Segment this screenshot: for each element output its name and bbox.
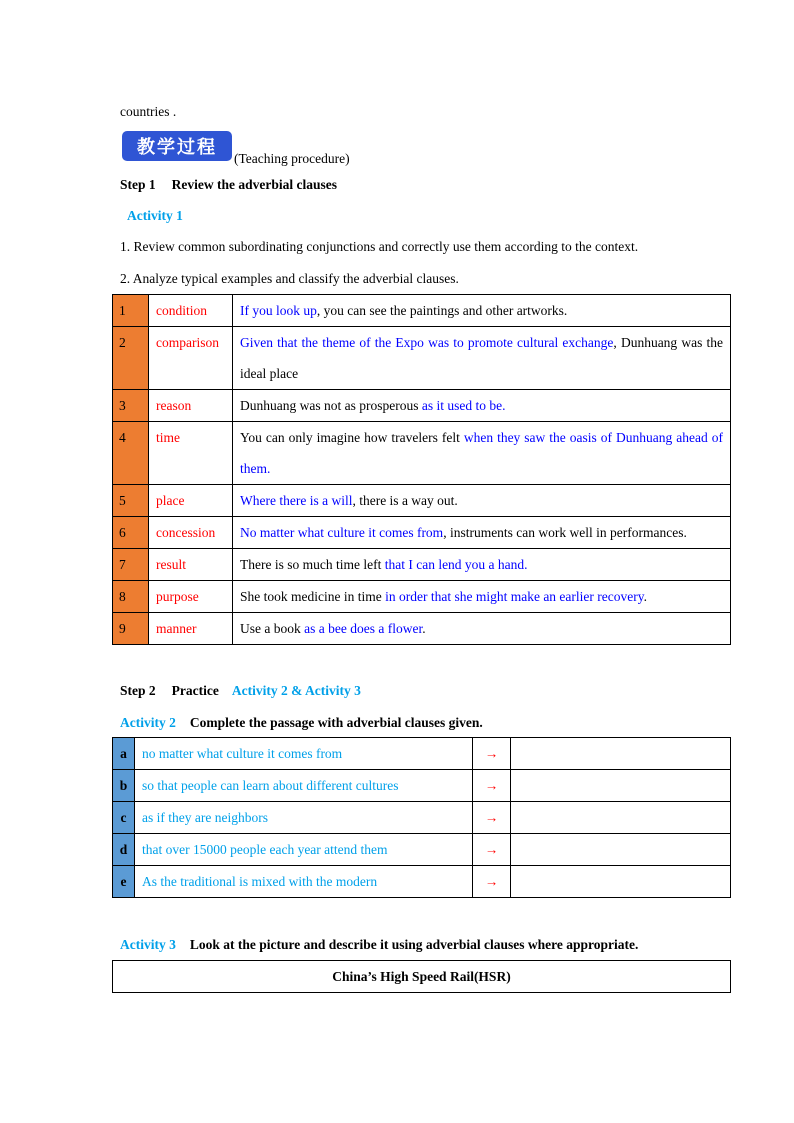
option-clause: As the traditional is mixed with the modern [135,866,473,898]
clause-example [233,613,731,645]
adverbial-clause: Where there is a will [240,493,353,508]
clause-number: 6 [113,517,149,549]
clause-example [233,422,731,485]
answer-blank[interactable] [511,770,731,802]
main-clause: . [422,621,426,636]
option-letter: b [113,770,135,802]
main-clause: She took medicine in time [240,589,386,604]
clause-number: 4 [113,422,149,485]
adverbial-clause: If you look up [240,303,317,318]
adverbial-clause: that I can lend you a hand. [384,557,528,572]
hsr-title: China’s High Speed Rail(HSR) [113,961,731,993]
main-clause: Dunhuang was not as prosperous [240,398,422,413]
option-clause: so that people can learn about different cultures [135,770,473,802]
option-row [113,866,731,898]
answer-blank[interactable] [511,802,731,834]
option-clause: that over 15000 people each year attend them [135,834,473,866]
clause-type: condition [149,295,233,327]
clause-type: purpose [149,581,233,613]
clause-row [113,517,731,549]
clause-number: 3 [113,390,149,422]
answer-blank[interactable] [511,834,731,866]
activity2-label: Activity 2 [120,715,176,730]
step2-title: Practice [171,683,219,698]
activity3-heading [120,937,638,953]
clause-example [233,581,731,613]
clause-example [233,485,731,517]
clause-type: result [149,549,233,581]
clause-number: 8 [113,581,149,613]
clause-row [113,390,731,422]
option-letter: c [113,802,135,834]
point-1: 1. Review common subordinating conjunctions and correctly use them according to the context. [120,239,639,254]
badge-caption: (Teaching procedure) [234,151,350,166]
clause-number: 9 [113,613,149,645]
adverbial-clause: Given that the theme of the Expo was to promote cultural exchange [240,335,614,350]
clause-example [233,549,731,581]
arrow-icon: → [473,738,511,770]
activity2-heading [120,715,483,731]
answer-blank[interactable] [511,738,731,770]
activity3-label: Activity 3 [120,937,176,952]
adverbial-clause: when they saw the oasis of Dunhuang ahead of them. [240,430,723,476]
answer-blank[interactable] [511,866,731,898]
arrow-icon: → [473,802,511,834]
clause-row [113,422,731,485]
clause-number: 5 [113,485,149,517]
arrow-icon: → [473,866,511,898]
clause-type: reason [149,390,233,422]
adverbial-clause: in order that she might make an earlier recovery [385,589,644,604]
clause-number: 2 [113,327,149,390]
activity1-label: Activity 1 [127,208,183,223]
main-clause: There is so much time left [240,557,385,572]
clause-row [113,581,731,613]
clause-example [233,295,731,327]
step2-label: Step 2 [120,683,156,698]
arrow-icon: → [473,770,511,802]
adverbial-clause: as it used to be. [421,398,506,413]
clause-example [233,390,731,422]
activity3-instruction: Look at the picture and describe it using adverbial clauses where appropriate. [189,937,639,952]
clause-row [113,485,731,517]
step1-label: Step 1 [120,177,156,192]
teaching-procedure-badge: 教学过程 [122,131,232,161]
option-row [113,770,731,802]
clause-type: comparison [149,327,233,390]
main-clause: . [643,589,647,604]
step2-heading [120,683,361,699]
arrow-icon: → [473,834,511,866]
adverbial-clause: as a bee does a flower [304,621,423,636]
option-clause: as if they are neighbors [135,802,473,834]
option-row [113,802,731,834]
option-letter: a [113,738,135,770]
step1-heading [120,177,337,193]
clause-row [113,549,731,581]
clause-type: manner [149,613,233,645]
hsr-table [112,960,731,993]
clause-type: concession [149,517,233,549]
intro-text: countries . [120,104,177,119]
main-clause: , you can see the paintings and other artworks. [316,303,568,318]
clause-example [233,517,731,549]
main-clause: , there is a way out. [352,493,458,508]
option-clause: no matter what culture it comes from [135,738,473,770]
clause-options-table [112,737,731,898]
clause-type: place [149,485,233,517]
point-2: 2. Analyze typical examples and classify the adverbial clauses. [120,271,459,286]
main-clause: You can only imagine how travelers felt [240,430,464,445]
adverbial-clause: No matter what culture it comes from [240,525,444,540]
step1-title: Review the adverbial clauses [171,177,337,192]
option-row [113,738,731,770]
clause-row [113,613,731,645]
clause-row [113,327,731,390]
main-clause: , Dunhuang was the ideal place [240,335,723,381]
option-letter: e [113,866,135,898]
main-clause: , instruments can work well in performances. [443,525,687,540]
clause-number: 7 [113,549,149,581]
option-row [113,834,731,866]
activity2-instruction: Complete the passage with adverbial clauses given. [189,715,483,730]
option-letter: d [113,834,135,866]
adverbial-clauses-table [112,294,731,645]
clause-row [113,295,731,327]
clause-example [233,327,731,390]
step2-activities: Activity 2 & Activity 3 [231,683,361,698]
clause-type: time [149,422,233,485]
main-clause: Use a book [240,621,305,636]
clause-number: 1 [113,295,149,327]
